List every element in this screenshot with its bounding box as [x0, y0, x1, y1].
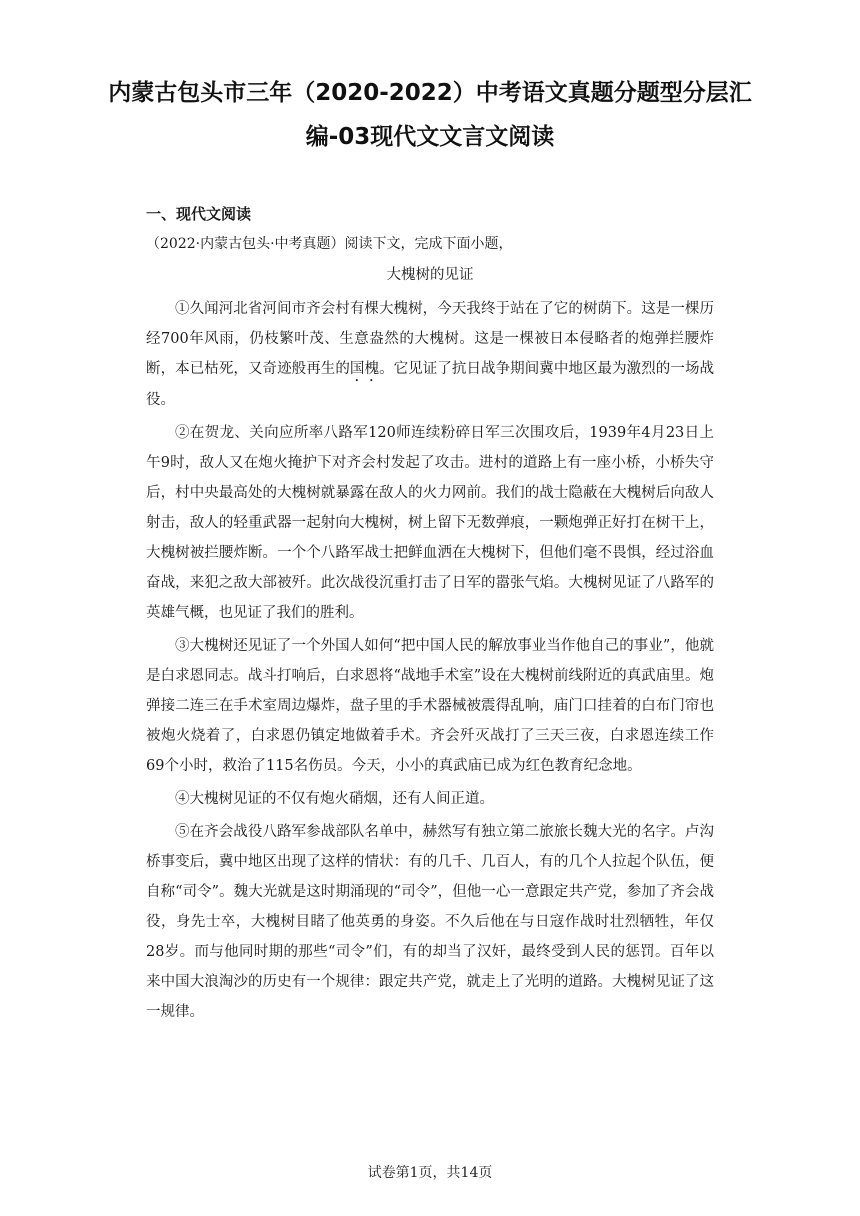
- paragraph-1-text-b: 。它见证了抗日战争期间冀中地区最为激烈的一场战役。: [146, 361, 715, 408]
- paragraph-4: ④大槐树见证的不仅有炮火硝烟，还有人间正道。: [175, 791, 494, 807]
- paragraph-1-text-a: ①久闻河北省河间市齐会村有棵大槐树，今天我终于站在了它的树荫下。这是一棵历经700年风雨，仍枝繁叶茂、生意盎然的大槐树。这是一棵被日本侵略者的炮弹拦腰炸断，本已枯死，又奇迹般再生的: [146, 301, 714, 377]
- paragraph-3: ③大槐树还见证了一个外国人如何“把中国人民的解放事业当作他自己的事业”，他就是白求恩同志。战斗打响后，白求恩将“战地手术室”设在大槐树前线附近的真武庙里。炮弹接二连三在手术室周边爆炸，盘子里的手术器械被震得乱响，庙门口挂着的白布门帘也被炮火烧着了，白求恩仍镇定地做着手术。齐会歼灭战打了三天三夜，白求恩连续工作69个小时，救治了115名伤员。今天，小小的真武庙已成为红色教育纪念地。: [146, 638, 714, 774]
- question-source: （2022·内蒙古包头·中考真题）阅读下文，完成下面小题，: [146, 236, 513, 252]
- document-title-line2: 编-03现代文文言文阅读: [305, 124, 555, 150]
- article-title: 大槐树的见证: [386, 267, 474, 283]
- paragraph-2: ②在贺龙、关向应所率八路军120师连续粉碎日军三次围攻后，1939年4月23日上午9时，敌人又在炮火掩护下对齐会村发起了攻击。进村的道路上有一座小桥，小桥失守后，村中央最高处的大槐树就暴露在敌人的火力网前。我们的战士隐蔽在大槐树后向敌人射击，敌人的轻重武器一起射向大槐树，树上留下无数弹痕，一颗炮弹正好打在树干上，大槐树被拦腰炸断。一个个八路军战士把鲜血洒在大槐树下，但他们毫不畏惧，经过浴血奋战，来犯之敌大部被歼。此次战役沉重打击了日军的嚣张气焰。大槐树见证了八路军的英雄气概，也见证了我们的胜利。: [146, 425, 714, 621]
- paragraph-5: ⑤在齐会战役八路军参战部队名单中，赫然写有独立第二旅旅长魏大光的名字。卢沟桥事变后，冀中地区出现了这样的情状：有的几千、几百人，有的几个人拉起个队伍，便自称“司令”。魏大光就是这时期涌现的“司令”，但他一心一意跟定共产党，参加了齐会战役，身先士卒，大槐树目睹了他英勇的身姿。不久后他在与日寇作战时壮烈牺牲，年仅28岁。而与他同时期的那些“司令”们，有的却当了汉奸，最终受到人民的惩罚。百年以来中国大浪淘沙的历史有一个规律：跟定共产党，就走上了光明的道路。大槐树见证了这一规律。: [146, 824, 714, 1020]
- document-title-line1: 内蒙古包头市三年（2020-2022）中考语文真题分题型分层汇: [108, 80, 752, 106]
- emphasized-word: 国槐: [349, 361, 380, 377]
- paragraph-1: [146, 294, 714, 415]
- section-heading: 一、现代文阅读: [146, 205, 252, 223]
- page-footer: 试卷第1页，共14页: [367, 1165, 493, 1181]
- article-body: [146, 294, 714, 1030]
